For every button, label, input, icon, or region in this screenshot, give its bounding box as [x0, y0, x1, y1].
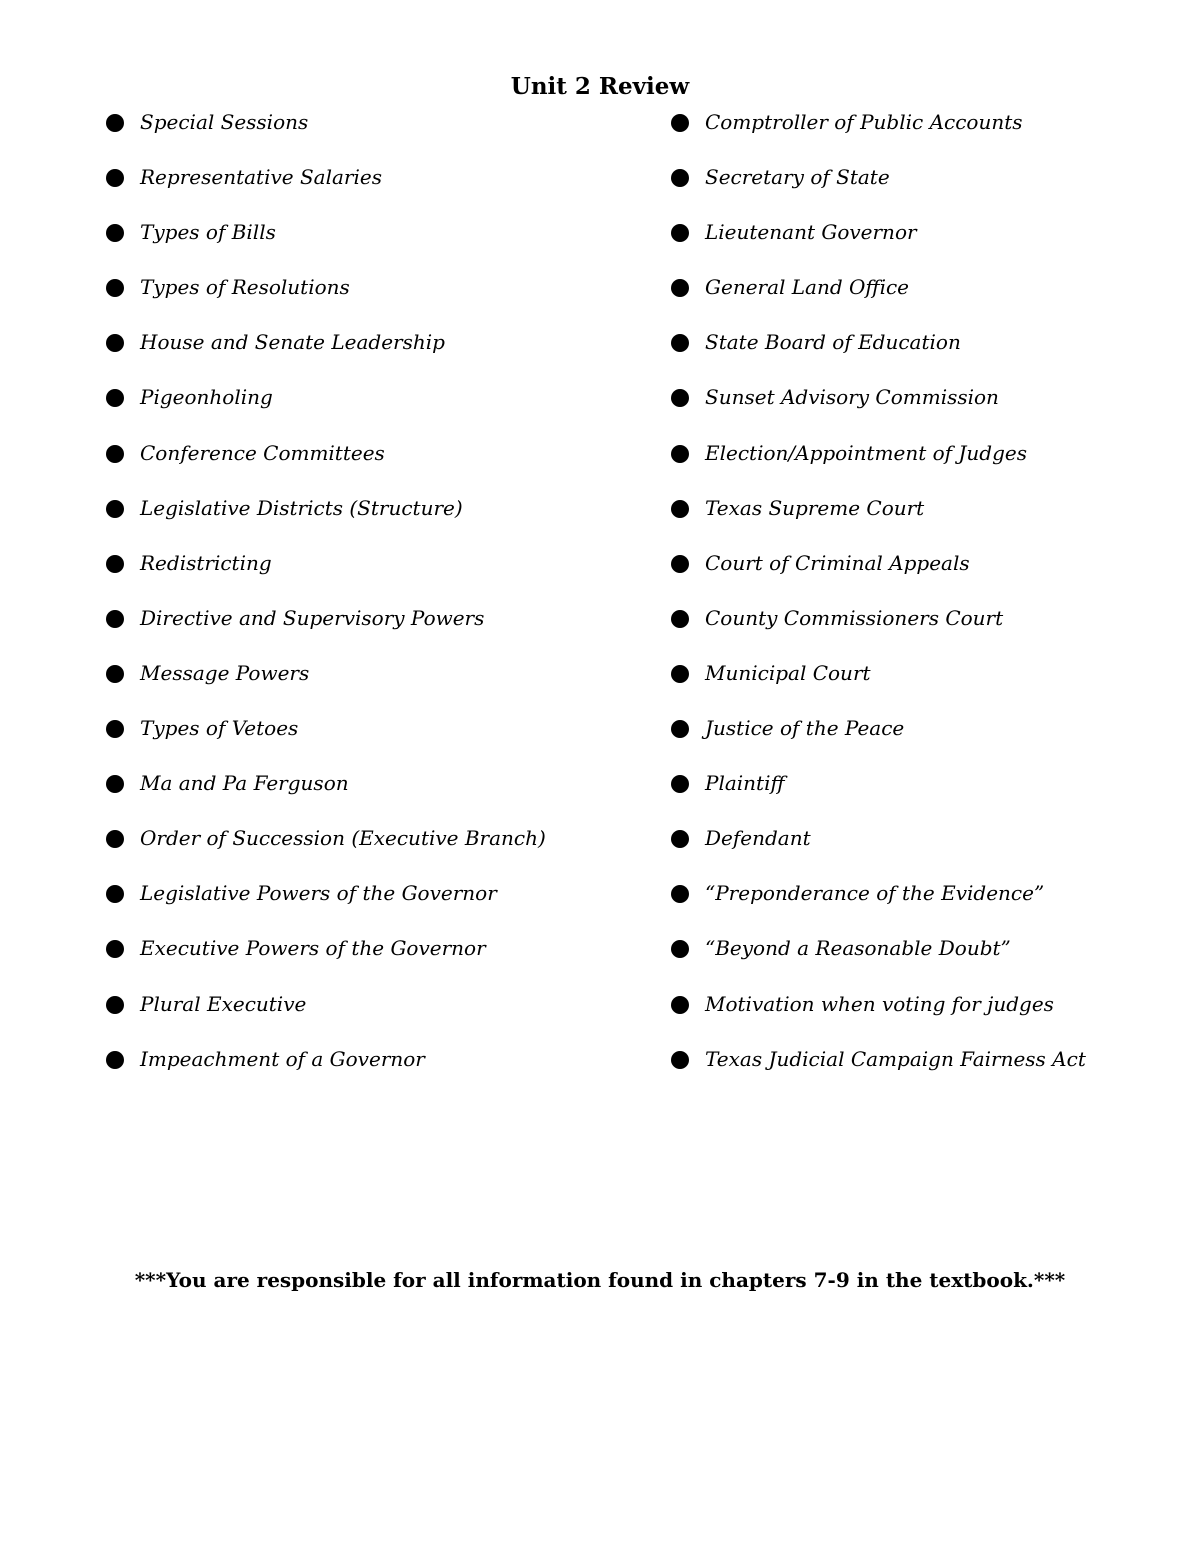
list-item-label: Comptroller of Public Accounts [705, 110, 1023, 134]
list-item [106, 1043, 646, 1098]
bullet-icon [671, 996, 689, 1014]
list-item-label: Municipal Court [705, 660, 871, 685]
list-item [106, 216, 646, 271]
list-item-label: Legislative Powers of the Governor [140, 881, 497, 906]
list-item-label: State Board of Education [705, 330, 961, 355]
list-item-label: “Preponderance of the Evidence” [705, 881, 1045, 906]
bullet-icon [106, 224, 124, 242]
list-item [106, 822, 646, 877]
list-item [106, 602, 646, 657]
bullet-icon [106, 610, 124, 628]
list-item [671, 106, 1191, 161]
list-item-label: Pigeonholing [140, 385, 273, 410]
bullet-icon [106, 885, 124, 903]
list-item [106, 988, 646, 1043]
bullet-icon [671, 775, 689, 793]
list-item-label: Motivation when voting for judges [705, 991, 1054, 1016]
list-item [671, 271, 1191, 326]
list-item-label: Legislative Districts (Structure) [140, 495, 463, 520]
list-item-label: Message Powers [140, 660, 310, 685]
list-item-label: Texas Supreme Court [705, 495, 925, 520]
bullet-icon [671, 224, 689, 242]
list-item-label: Executive Powers of the Governor [140, 936, 486, 961]
list-item [106, 657, 646, 712]
list-item [106, 381, 646, 436]
list-item-label: Sunset Advisory Commission [705, 385, 999, 410]
bullet-icon [106, 775, 124, 793]
list-item [671, 988, 1191, 1043]
page-title: Unit 2 Review [510, 73, 690, 100]
bullet-icon [106, 1051, 124, 1069]
bullet-icon [671, 720, 689, 738]
list-item [671, 1043, 1191, 1098]
list-item [106, 161, 646, 216]
bullet-icon [671, 940, 689, 958]
list-item [106, 767, 646, 822]
bullet-icon [106, 279, 124, 297]
bullet-icon [671, 169, 689, 187]
list-item [106, 712, 646, 767]
bullet-icon [671, 1051, 689, 1069]
list-item-label: Types of Bills [140, 220, 276, 245]
bullet-icon [671, 389, 689, 407]
list-item-label: Court of Criminal Appeals [705, 550, 970, 575]
list-item-label: House and Senate Leadership [140, 330, 445, 355]
list-item [671, 712, 1191, 767]
list-item-label: Order of Succession (Executive Branch) [140, 826, 546, 851]
left-review-list [106, 106, 646, 1098]
list-item-label: Types of Vetoes [140, 716, 299, 741]
bullet-icon [106, 996, 124, 1014]
list-item-label: Directive and Supervisory Powers [140, 605, 485, 630]
list-item [671, 437, 1191, 492]
bullet-icon [671, 279, 689, 297]
list-item-label: “Beyond a Reasonable Doubt” [705, 936, 1011, 961]
list-item-label: Secretary of State [705, 165, 890, 190]
list-item-label: Lieutenant Governor [705, 220, 917, 245]
bullet-icon [106, 500, 124, 518]
list-item [671, 326, 1191, 381]
list-item-label: Justice of the Peace [705, 716, 905, 741]
list-item [671, 767, 1191, 822]
list-item [671, 381, 1191, 436]
list-item-label: Redistricting [140, 550, 272, 575]
list-item [671, 161, 1191, 216]
list-item-label: Plural Executive [140, 991, 307, 1016]
bullet-icon [106, 389, 124, 407]
list-item-label: Plaintiff [705, 771, 785, 796]
bullet-icon [106, 334, 124, 352]
list-item-label: Impeachment of a Governor [140, 1046, 425, 1071]
list-item [671, 822, 1191, 877]
list-item-label: Conference Committees [140, 440, 385, 465]
bullet-icon [106, 555, 124, 573]
list-item [106, 932, 646, 987]
bullet-icon [671, 445, 689, 463]
list-item [671, 932, 1191, 987]
list-item-label: Defendant [705, 826, 811, 851]
bullet-icon [106, 940, 124, 958]
list-item [671, 877, 1191, 932]
bullet-icon [106, 830, 124, 848]
bullet-icon [671, 830, 689, 848]
list-item [106, 547, 646, 602]
list-item [106, 106, 646, 161]
list-item-label: Representative Salaries [140, 165, 382, 190]
list-item [671, 216, 1191, 271]
bullet-icon [106, 445, 124, 463]
bullet-icon [106, 665, 124, 683]
list-item-label: Special Sessions [140, 110, 309, 134]
bullet-icon [671, 555, 689, 573]
list-item-label: Texas Judicial Campaign Fairness Act [705, 1046, 1086, 1071]
bullet-icon [671, 885, 689, 903]
bullet-icon [671, 114, 689, 132]
list-item [106, 271, 646, 326]
bullet-icon [671, 500, 689, 518]
bullet-icon [106, 114, 124, 132]
bullet-icon [106, 720, 124, 738]
list-item-label: County Commissioners Court [705, 605, 1004, 630]
bullet-icon [671, 610, 689, 628]
list-item [671, 602, 1191, 657]
list-item-label: General Land Office [705, 275, 910, 300]
bullet-icon [671, 334, 689, 352]
list-item [106, 437, 646, 492]
right-review-list [671, 106, 1191, 1098]
list-item [671, 547, 1191, 602]
bullet-icon [671, 665, 689, 683]
list-item [671, 657, 1191, 712]
list-item [671, 492, 1191, 547]
list-item [106, 492, 646, 547]
list-item-label: Ma and Pa Ferguson [140, 771, 349, 796]
list-item-label: Election/Appointment of Judges [705, 440, 1028, 465]
list-item [106, 877, 646, 932]
list-item-label: Types of Resolutions [140, 275, 350, 300]
footer-note: ***You are responsible for all information found in chapters 7-9 in the textbook.*** [134, 1268, 1066, 1292]
list-item [106, 326, 646, 381]
bullet-icon [106, 169, 124, 187]
